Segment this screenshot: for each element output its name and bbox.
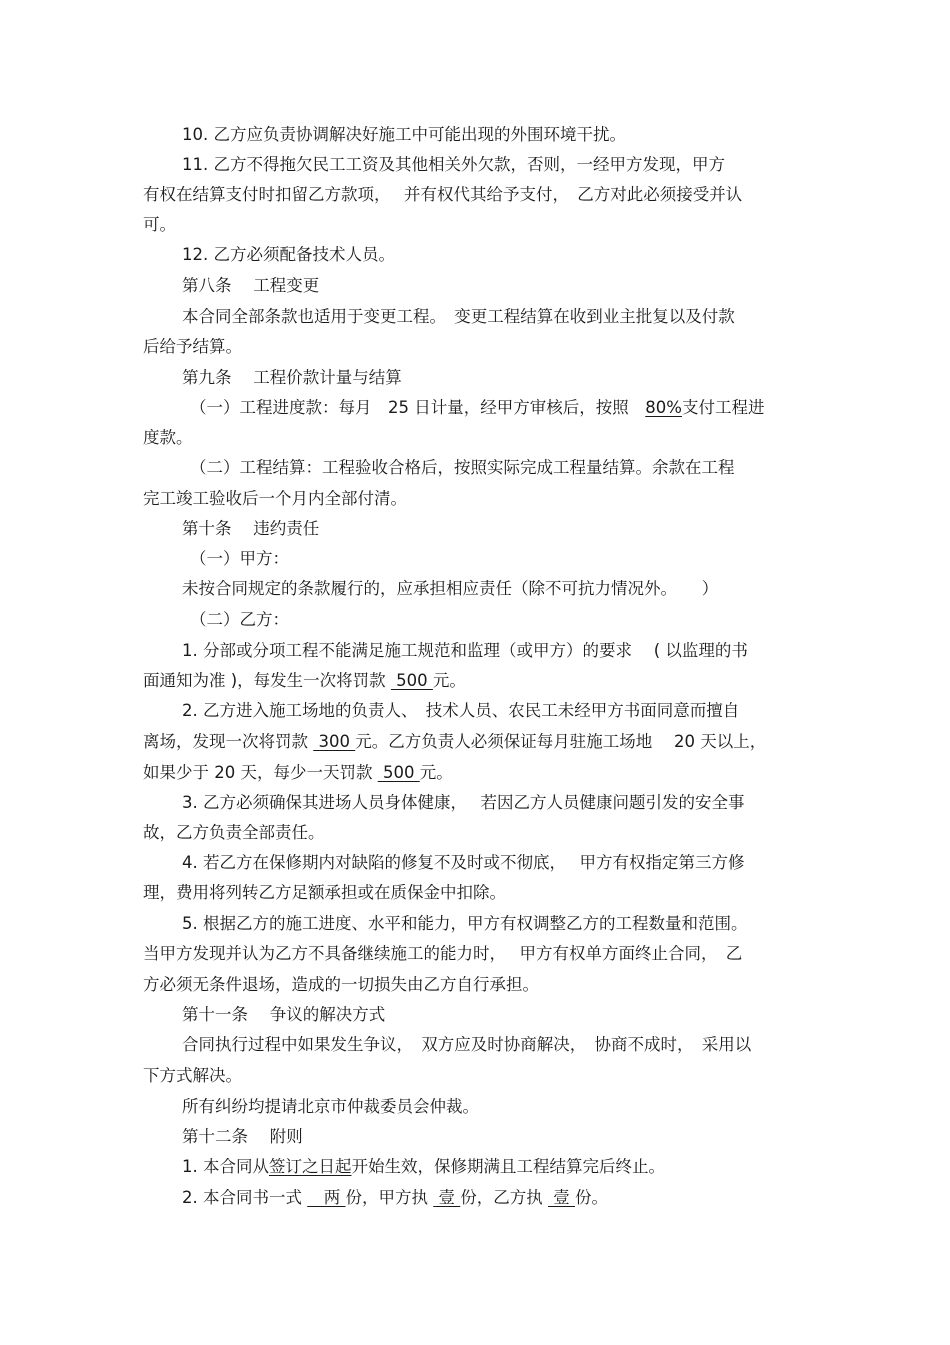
text-line: 11. 乙方不得拖欠民工工资及其他相关外欠款，否则，一经甲方发现，甲方: [182, 155, 725, 174]
text-line: （一）甲方：: [190, 549, 289, 568]
text-line: 12. 乙方必须配备技术人员。: [182, 245, 395, 264]
text-line: 故，乙方负责全部责任。: [143, 823, 325, 842]
section-heading: 第十二条 附则: [182, 1127, 303, 1146]
section-heading: 第八条 工程变更: [182, 276, 320, 295]
text-line: 1. 分部或分项工程不能满足施工规范和监理（或甲方）的要求 ( 以监理的书: [182, 641, 748, 660]
text-line: 合同执行过程中如果发生争议， 双方应及时协商解决， 协商不成时， 采用以: [182, 1035, 752, 1054]
filled-blank: 500: [377, 763, 420, 782]
text-line: 度款。: [143, 428, 193, 447]
text-line: 当甲方发现并认为乙方不具备继续施工的能力时， 甲方有权单方面终止合同， 乙: [143, 944, 743, 963]
text-line: 离场，发现一次将罚款 300 元。乙方负责人必须保证每月驻施工场地 20 天以上，: [143, 732, 767, 751]
filled-blank: 壹: [547, 1188, 575, 1207]
text-line: 后给予结算。: [143, 337, 242, 356]
filled-blank: 两: [307, 1188, 346, 1207]
filled-blank: 壹: [433, 1188, 461, 1207]
section-heading: 第九条 工程价款计量与结算: [182, 368, 402, 387]
text-line: （一）工程进度款：每月 25 日计量，经甲方审核后，按照 80%支付工程进: [190, 398, 765, 417]
text-line: 可。: [143, 215, 176, 234]
text-line: 所有纠纷均提请北京市仲裁委员会仲裁。: [182, 1097, 479, 1116]
text-line: 4. 若乙方在保修期内对缺陷的修复不及时或不彻底， 甲方有权指定第三方修: [182, 853, 745, 872]
section-heading: 第十条 违约责任: [182, 519, 320, 538]
text-line: 有权在结算支付时扣留乙方款项， 并有权代其给予支付， 乙方对此必须接受并认: [143, 185, 743, 204]
text-line: 如果少于 20 天，每少一天罚款 500 元。: [143, 763, 453, 782]
text-line: （二）工程结算：工程验收合格后，按照实际完成工程量结算。余款在工程: [190, 458, 735, 477]
text-line: 理，费用将列转乙方足额承担或在质保金中扣除。: [143, 883, 506, 902]
text-line: 2. 乙方进入施工场地的负责人、 技术人员、农民工未经甲方书面同意而擅自: [182, 701, 740, 720]
text-line: 方必须无条件退场，造成的一切损失由乙方自行承担。: [143, 975, 539, 994]
text-line: 1. 本合同从签订之日起开始生效，保修期满且工程结算完后终止。: [182, 1157, 665, 1176]
filled-blank: 签订之日起: [269, 1157, 352, 1176]
text-line: 未按合同规定的条款履行的，应承担相应责任（除不可抗力情况外。 ）: [182, 579, 719, 598]
text-line: 下方式解决。: [143, 1066, 242, 1085]
text-line: 完工竣工验收后一个月内全部付清。: [143, 489, 407, 508]
text-line: 2. 本合同书一式 两 份，甲方执 壹 份，乙方执 壹 份。: [182, 1188, 608, 1207]
text-line: 3. 乙方必须确保其进场人员身体健康， 若因乙方人员健康问题引发的安全事: [182, 793, 745, 812]
filled-blank: 80%: [645, 398, 682, 417]
text-line: 面通知为准 )，每发生一次将罚款 500 元。: [143, 671, 466, 690]
text-line: 10. 乙方应负责协调解决好施工中可能出现的外围环境干扰。: [182, 125, 626, 144]
section-heading: 第十一条 争议的解决方式: [182, 1005, 386, 1024]
filled-blank: 300: [313, 732, 356, 751]
text-line: 5. 根据乙方的施工进度、水平和能力，甲方有权调整乙方的工程数量和范围。: [182, 914, 748, 933]
text-line: 本合同全部条款也适用于变更工程。 变更工程结算在收到业主批复以及付款: [182, 307, 735, 326]
filled-blank: 500: [390, 671, 433, 690]
text-line: （二）乙方：: [190, 610, 289, 629]
